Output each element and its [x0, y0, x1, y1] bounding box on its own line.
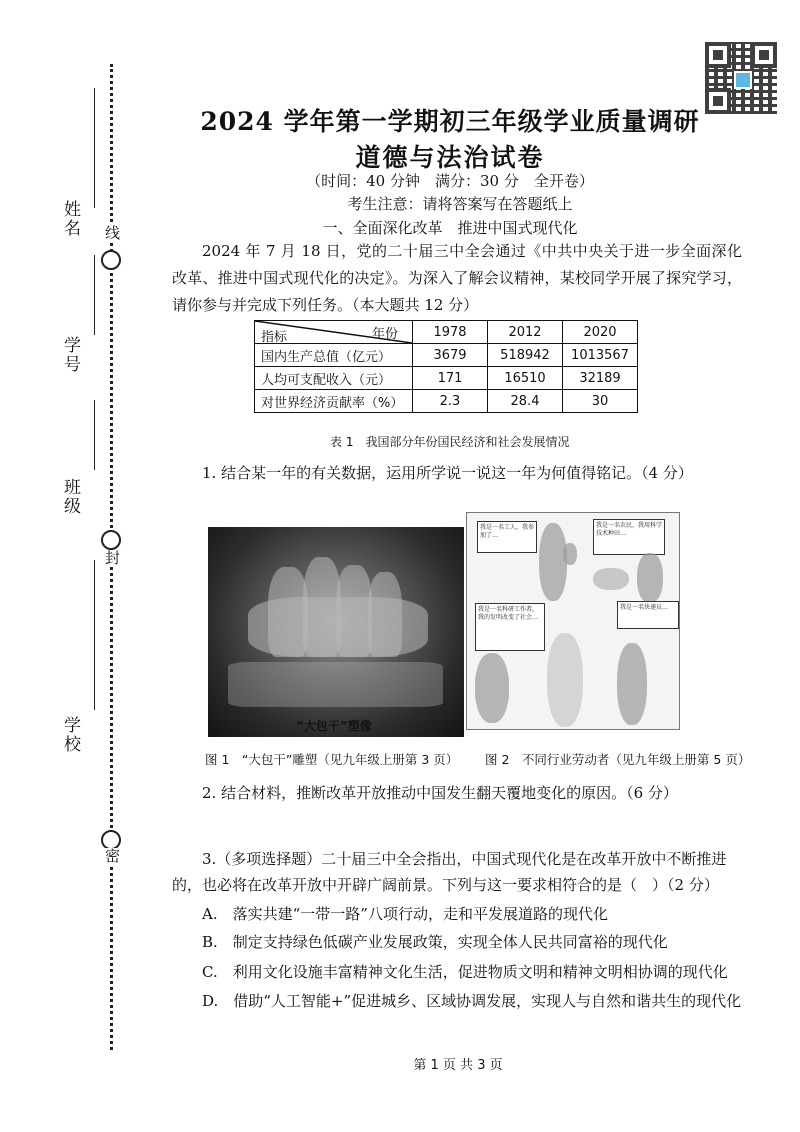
class-label: 班级 [60, 478, 80, 516]
table-cell: 1013567 [563, 344, 638, 367]
table-cell: 16510 [488, 367, 563, 390]
page-number: 第 1 页 共 3 页 [413, 1058, 503, 1073]
name-label: 姓名 [60, 200, 80, 238]
question-3-line-1: 3.（多项选择题）二十届三中全会指出，中国式现代化是在改革开放中不断推进 [202, 850, 727, 868]
year-cell: 1978 [413, 321, 488, 344]
table-caption: 表 1 我国部分年份国民经济和社会发展情况 [330, 435, 570, 449]
table-cell: 32189 [563, 367, 638, 390]
id-fill-line [94, 255, 95, 335]
row-label: 人均可支配收入（元） [255, 367, 413, 390]
row-label: 国内生产总值（亿元） [255, 344, 413, 367]
year-cell: 2012 [488, 321, 563, 344]
table-cell: 30 [563, 390, 638, 413]
sculpture-photo [208, 527, 464, 737]
binding-circle [101, 530, 121, 550]
row-label: 对世界经济贡献率（%） [255, 390, 413, 413]
option-a: A. 落实共建“一带一路”八项行动，走和平发展道路的现代化 [202, 905, 608, 923]
speech-bubble: 我是一名农民，我用科学技术种田… [593, 519, 665, 555]
class-fill-line [94, 400, 95, 470]
table-cell: 3679 [413, 344, 488, 367]
table-header-row [255, 321, 638, 344]
binding-mark-xian: 线 [103, 225, 121, 242]
student-id-label: 学号 [60, 336, 80, 374]
binding-circle [101, 830, 121, 850]
table-row [255, 344, 638, 367]
table-row [255, 390, 638, 413]
speech-bubble: 我是一名工人，我参加了… [477, 521, 537, 553]
binding-mark-feng: 封 [103, 550, 121, 567]
table-cell: 171 [413, 367, 488, 390]
sculpture-label: “大包干”塑像 [296, 719, 372, 733]
intro-paragraph: 2024 年 7 月 18 日，党的二十届三中全会通过《中共中央关于进一步全面深化改革、推进中国式现代化的决定》。为深入了解会议精神，某校同学开展了探究学习，请你参与并完成下列任务。（本大题共 12 分） [172, 242, 742, 314]
table-row [255, 367, 638, 390]
figure-1-caption: 图 1 “大包干”雕塑（见九年级上册第 3 页） [205, 752, 459, 767]
exam-info: （时间：40 分钟 满分：30 分 全开卷） [306, 172, 594, 190]
exam-notice: 考生注意：请将答案写在答题纸上 [347, 195, 573, 213]
workers-illustration [466, 512, 680, 730]
data-table [254, 320, 638, 413]
question-3-line-2: 的，也必将在改革开放中开辟广阔前景。下列与这一要求相符合的是（ ）（2 分） [172, 876, 719, 894]
header-indicator-label: 指标 [261, 330, 288, 345]
table-cell: 518942 [488, 344, 563, 367]
option-d: D. 借助“人工智能+”促进城乡、区域协调发展，实现人与自然和谐共生的现代化 [202, 992, 742, 1010]
question-2: 2. 结合材料，推断改革开放推动中国发生翻天覆地变化的原因。（6 分） [202, 784, 678, 802]
speech-bubble: 我是一名科研工作者，我的发明改变了社会… [475, 603, 545, 651]
figure-2-caption: 图 2 不同行业劳动者（见九年级上册第 5 页） [485, 752, 751, 767]
school-label: 学校 [60, 716, 80, 754]
table-cell: 2.3 [413, 390, 488, 413]
table-header-diagonal-cell [255, 321, 413, 344]
exam-title: 2024 学年第一学期初三年级学业质量调研 [200, 107, 700, 136]
binding-circle [101, 250, 121, 270]
year-cell: 2020 [563, 321, 638, 344]
option-b: B. 制定支持绿色低碳产业发展政策，实现全体人民共同富裕的现代化 [202, 933, 668, 951]
header-year-label: 年份 [371, 327, 398, 342]
exam-subtitle: 道德与法治试卷 [355, 143, 545, 172]
binding-mark-mi: 密 [103, 848, 121, 865]
school-fill-line [94, 560, 95, 710]
speech-bubble: 我是一名快递员… [617, 601, 679, 629]
table-cell: 28.4 [488, 390, 563, 413]
section-heading: 一、全面深化改革 推进中国式现代化 [322, 219, 578, 237]
question-1: 1. 结合某一年的有关数据，运用所学说一说这一年为何值得铭记。（4 分） [202, 464, 693, 482]
option-c: C. 利用文化设施丰富精神文化生活，促进物质文明和精神文明相协调的现代化 [202, 963, 728, 981]
